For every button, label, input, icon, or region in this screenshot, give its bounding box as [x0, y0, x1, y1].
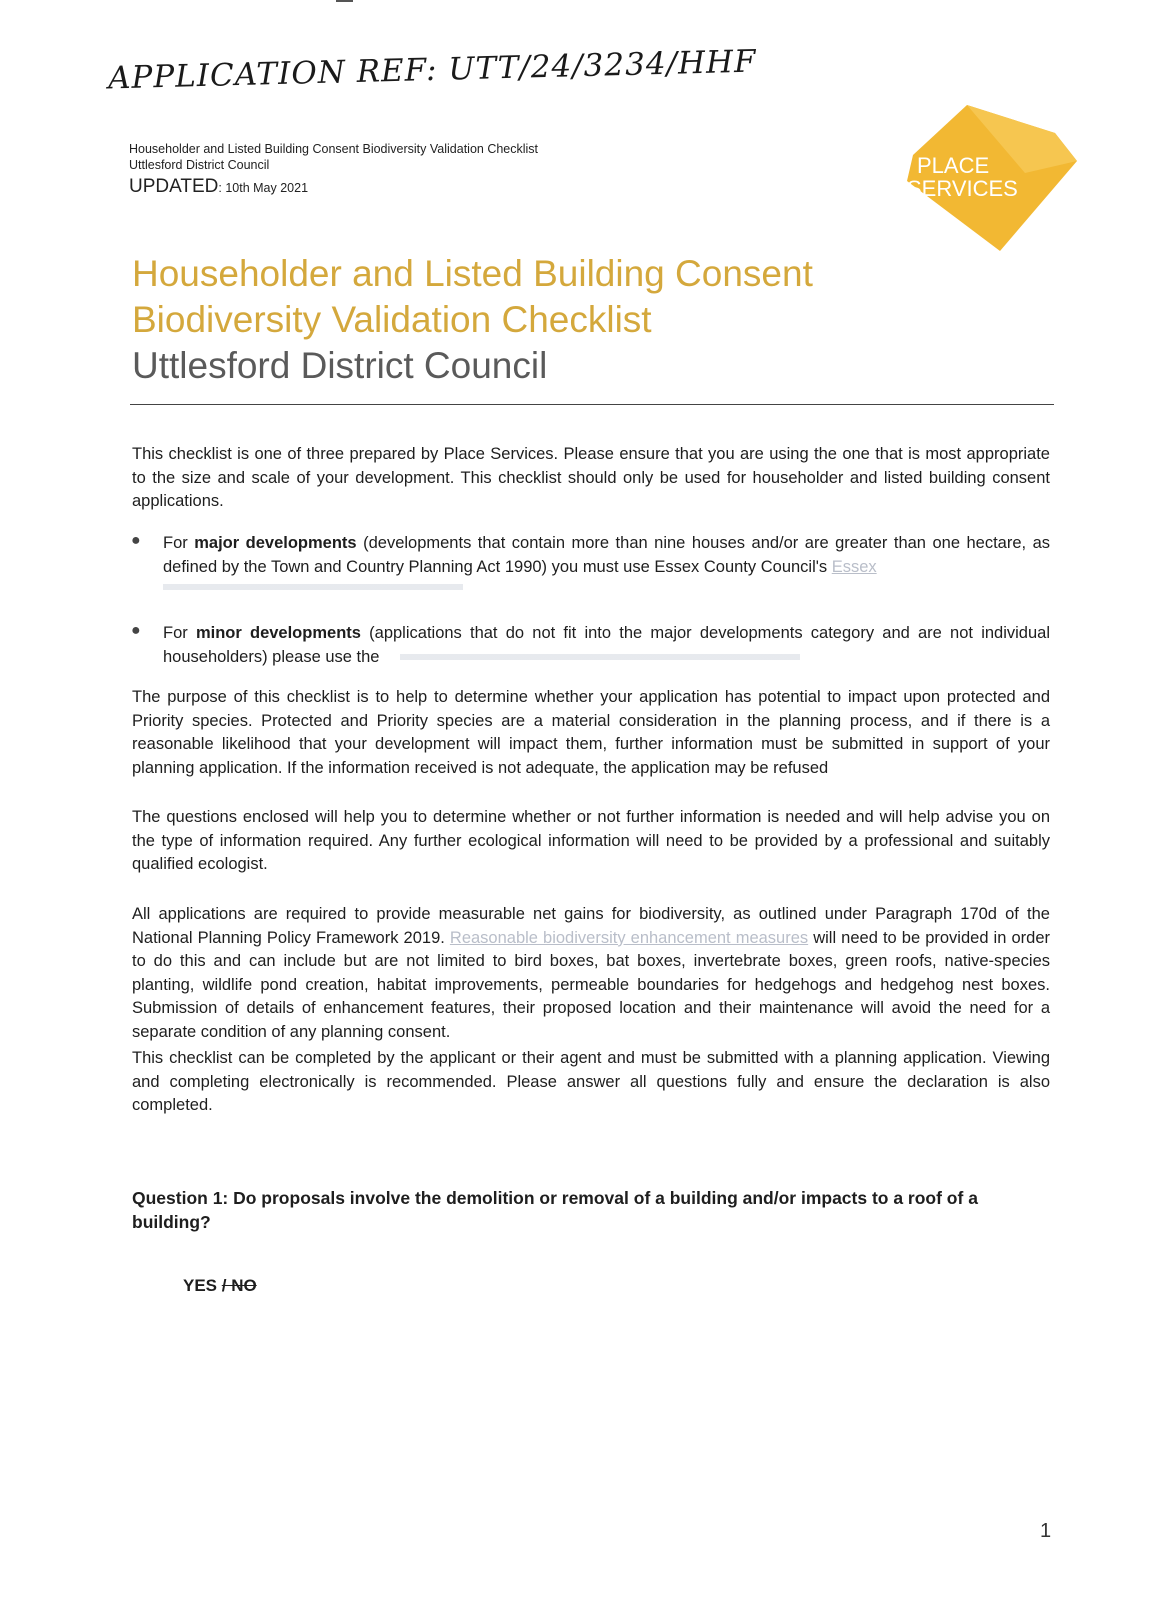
enhancement-measures-link[interactable]: Reasonable biodiversity enhancement measures — [449, 928, 809, 947]
intro-paragraph: This checklist is one of three prepared by Place Services. Please ensure that you are using the one that is most appropriate to the size and scale of your development. This checklist should only be used for householder and listed building consent applications. — [132, 445, 1050, 510]
essex-checklist-link[interactable]: Essex — [831, 557, 877, 576]
logo-text-line1: PLACE — [917, 153, 990, 178]
faded-link-remnant — [163, 584, 463, 590]
updated-label: UPDATED — [129, 176, 219, 197]
bullet-icon: ● — [131, 532, 141, 549]
net-gain-pre: All applications are required to provide measurable net gains for biodiversity, as outlined under Paragraph 170d of the National Planning Policy Framework 2019. — [132, 905, 1050, 947]
bullet-minor-developments — [163, 622, 1050, 669]
handwritten-application-ref: APPLICATION REF: UTT/24/3234/HHF — [107, 43, 758, 97]
header-council: Uttlesford District Council — [129, 158, 270, 172]
title-divider — [130, 404, 1054, 405]
logo-text-line2: SERVICES — [907, 176, 1018, 201]
header-updated — [129, 176, 308, 198]
questions-paragraph: The questions enclosed will help you to determine whether or not further information is needed and will help advise you on the type of information required. Any further ecological information will need to be provided by a professional and suitably qualified ecologist. — [132, 808, 1050, 873]
completion-paragraph: This checklist can be completed by the applicant or their agent and must be submitted with a planning application. Viewing and completing electronically is recommended. Please answer all questions fully and ensure the declaration is also completed. — [132, 1049, 1050, 1114]
place-services-logo — [905, 103, 1080, 253]
bullet-minor-bold: minor developments — [195, 624, 361, 642]
updated-date: : 10th May 2021 — [218, 181, 309, 195]
question-1: Question 1: Do proposals involve the demolition or removal of a building and/or impacts to a roof of a building? — [132, 1188, 978, 1232]
page-number: 1 — [1040, 1520, 1052, 1542]
bullet-minor-pre: For — [163, 624, 196, 642]
scan-mark — [336, 0, 353, 2]
bullet-major-pre: For — [163, 534, 195, 552]
header-doc-title: Householder and Listed Building Consent Biodiversity Validation Checklist — [129, 142, 539, 156]
answer-yes: YES — [183, 1276, 218, 1295]
title-line-2: Biodiversity Validation Checklist — [132, 299, 652, 340]
bullet-major-post: (developments that contain more than nine houses and/or are greater than one hectare, as defined by the Town and Country Planning Act 1990) you must use Essex County Council's — [163, 534, 1051, 576]
faded-link-remnant — [400, 654, 800, 660]
purpose-paragraph: The purpose of this checklist is to help to determine whether your application has potential to impact upon protected and Priority species. Protected and Priority species are a material consideration in the planning process, and if there is a reasonable likelihood that your development will impact them, further information must be submitted in support of your planning application. If the information received is not adequate, the application may be refused — [132, 688, 1050, 777]
title-line-1: Householder and Listed Building Consent — [132, 253, 813, 294]
question-1-answer — [183, 1276, 257, 1296]
answer-no-struck: / NO — [221, 1276, 257, 1295]
bullet-minor-post: (applications that do not fit into the major developments category and are not individual householders) please use the — [163, 624, 1050, 666]
net-gain-paragraph — [132, 903, 1050, 1044]
bullet-icon: ● — [131, 622, 141, 639]
bullet-major-bold: major developments — [194, 534, 357, 552]
title-line-3: Uttlesford District Council — [132, 345, 548, 386]
net-gain-post: will need to be provided in order to do this and can include but are not limited to bird boxes, bat boxes, invertebrate boxes, green roofs, native-species planting, wildlife pond creation, habitat improvements, permeable boundaries for hedgehogs and hedgehog nest boxes. Submission of details of enhancement features, their proposed location and their maintenance will avoid the need for a separate condition of any planning consent. — [132, 928, 1050, 1041]
bullet-major-developments — [163, 532, 1050, 579]
